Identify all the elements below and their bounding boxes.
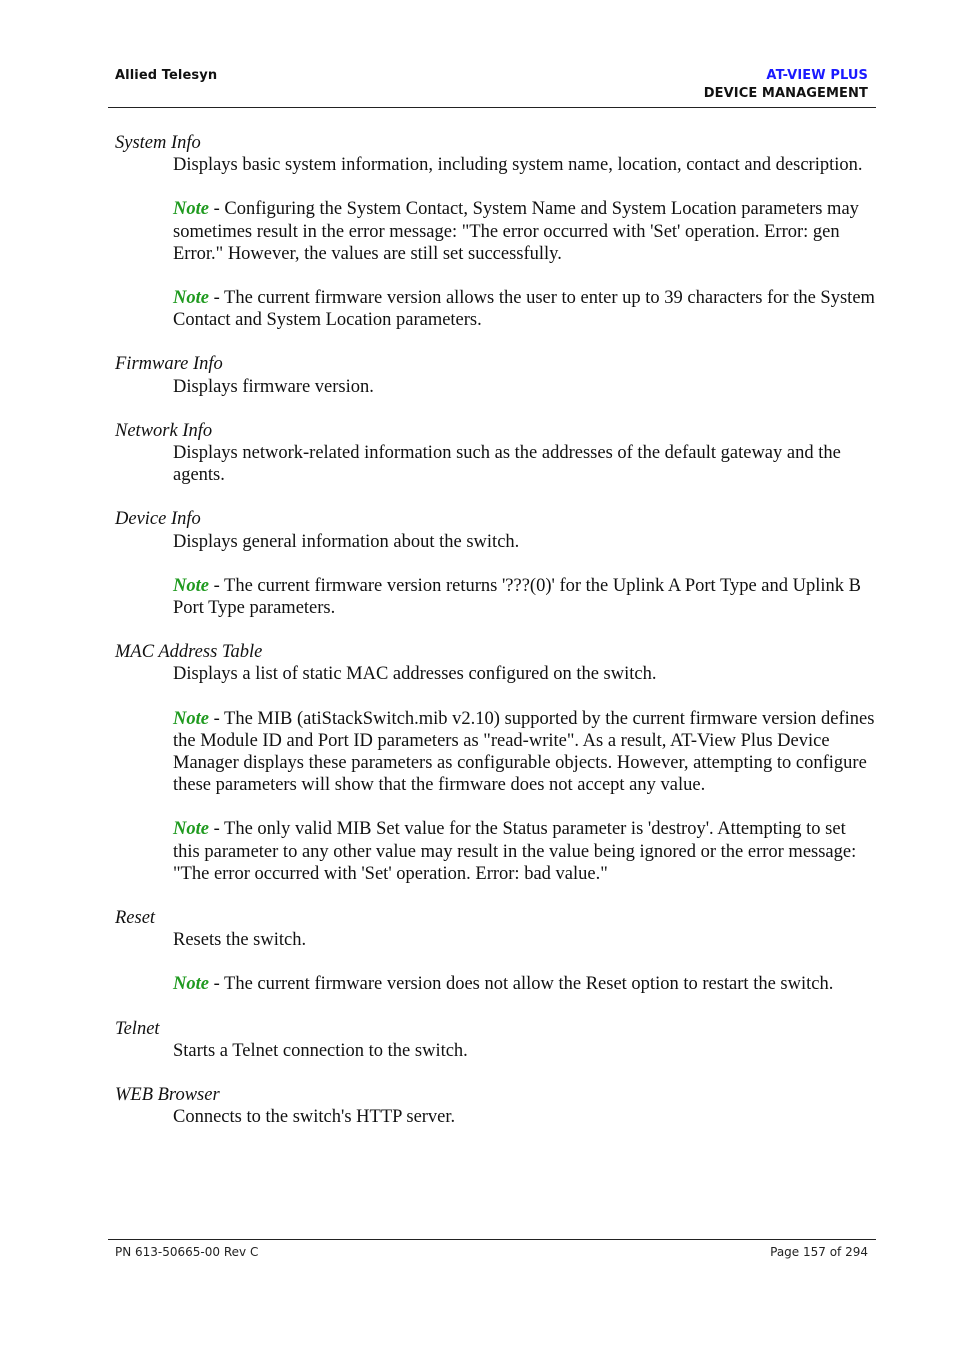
note-label: Note (173, 575, 209, 596)
note-text: - The current firmware version returns '???(0)' for the Uplink A Port Type and Uplink B Port Type parameters. (173, 575, 861, 619)
entry-device-info (115, 508, 875, 619)
entry-description: Displays network-related information such as the addresses of the default gateway and the agents. (173, 443, 841, 486)
note-text: - The MIB (atiStackSwitch.mib v2.10) supported by the current firmware version defines the Module ID and Port ID parameters as "read-write". As a result, AT-View Plus Device Manager displays these parameters as configurable objects. However, attempting to configure these parameters will show that the firmware does not accept any value. (173, 708, 875, 796)
entry-firmware-info (115, 353, 875, 397)
entry-description: Displays firmware version. (173, 376, 374, 397)
entry-term: Firmware Info (115, 354, 223, 375)
entry-mac-address-table (115, 641, 875, 885)
note (173, 575, 875, 619)
entry-description: Displays a list of static MAC addresses configured on the switch. (173, 664, 657, 685)
note-label: Note (173, 974, 209, 995)
note-label: Note (173, 819, 209, 840)
note (173, 287, 875, 331)
entry-description: Connects to the switch's HTTP server. (173, 1107, 456, 1128)
entry-web-browser (115, 1084, 875, 1128)
entry-description: Resets the switch. (173, 930, 307, 951)
entry-term: Network Info (115, 420, 213, 441)
entry-term: Device Info (115, 509, 201, 530)
note-label: Note (173, 288, 209, 309)
note-text: - The current firmware version allows the user to enter up to 39 characters for the System Contact and System Location parameters. (173, 288, 875, 331)
header-company: Allied Telesyn (115, 68, 218, 83)
note (173, 818, 875, 885)
entry-system-info (115, 132, 875, 331)
footer-divider (108, 1239, 876, 1240)
entry-network-info (115, 420, 875, 487)
note-text: - Configuring the System Contact, System Name and System Location parameters may sometimes result in the error message: "The error occurred with 'Set' operation. Error: gen Error." However, the values are still set successfully. (173, 199, 859, 264)
entry-reset (115, 907, 875, 996)
entry-term: WEB Browser (115, 1085, 220, 1106)
header-divider (108, 107, 876, 108)
note-label: Note (173, 199, 209, 220)
entry-description: Displays basic system information, including system name, location, contact and description. (173, 155, 863, 176)
entry-term: System Info (115, 133, 201, 153)
note (173, 198, 875, 265)
note (173, 973, 875, 995)
entry-telnet (115, 1018, 875, 1062)
note-text: - The only valid MIB Set value for the Status parameter is 'destroy'. Attempting to set this parameter to any other value may result in the value being ignored or the error message: "The error occurred with 'Set' operation. Error: bad value." (173, 819, 857, 884)
note (173, 708, 875, 797)
header-product-title: AT-VIEW PLUS (766, 68, 868, 83)
note-label: Note (173, 708, 209, 729)
header-section-title: DEVICE MANAGEMENT (703, 86, 868, 101)
page-content (115, 132, 875, 1151)
entry-description: Displays general information about the switch. (173, 531, 520, 552)
entry-description: Starts a Telnet connection to the switch. (173, 1040, 468, 1061)
footer-part-number: PN 613-50665-00 Rev C (115, 1245, 259, 1259)
footer-page-number: Page 157 of 294 (770, 1245, 868, 1259)
entry-term: MAC Address Table (115, 642, 263, 663)
entry-term: Reset (115, 908, 156, 929)
note-text: - The current firmware version does not allow the Reset option to restart the switch. (208, 974, 834, 995)
entry-term: Telnet (115, 1018, 160, 1039)
